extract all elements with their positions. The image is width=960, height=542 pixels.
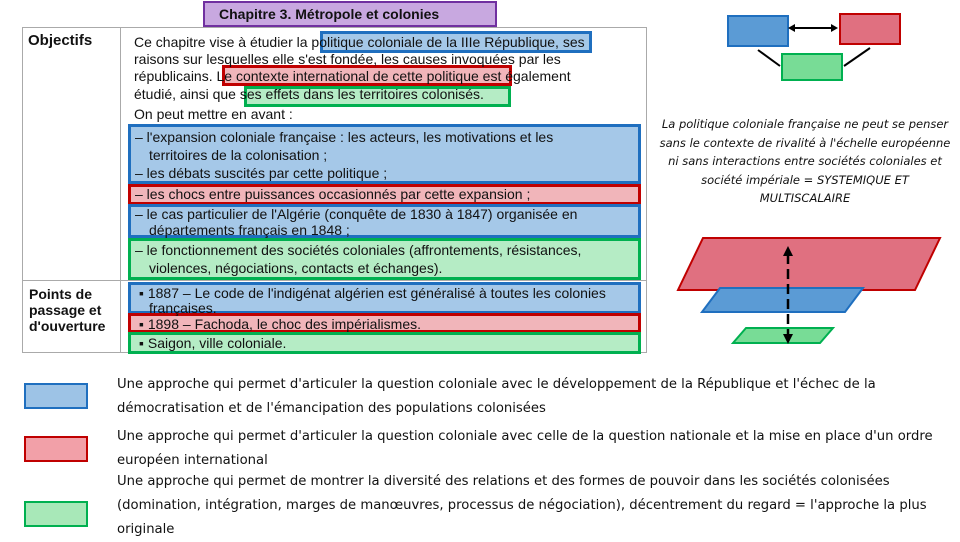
red-layer — [678, 238, 940, 290]
green-node — [782, 54, 842, 80]
point-item: ▪ 1898 – Fachoda, le choc des impérialismes. — [139, 316, 421, 332]
multiscalar-note: La politique coloniale française ne peut se penser sans le contexte de rivalité à l'échelle européenne ni sans interactions entre sociétés coloniales et société impériale = SYSTEMIQUE ET MULTISCALAIRE — [659, 117, 951, 205]
list-item: – le cas particulier de l'Algérie (conquête de 1830 à 1847) organisée en — [135, 206, 578, 222]
point-item: françaises. — [149, 300, 217, 316]
green-layer — [733, 328, 833, 343]
list-item: – l'expansion coloniale française : les acteurs, les motivations et les — [135, 129, 554, 145]
point-item: ▪ 1887 – Le code de l'indigénat algérien est généralisé à toutes les colonies — [139, 285, 606, 301]
objectives-line-3: républicains. Le contexte international de cette politique est également — [134, 68, 571, 84]
point-item: ▪ Saigon, ville coloniale. — [139, 335, 287, 351]
relations-diagram — [720, 8, 910, 88]
scales-diagram — [645, 230, 945, 350]
row-divider — [22, 280, 647, 281]
objectives-line-1: Ce chapitre vise à étudier la politique coloniale de la IIIe République, ses — [134, 34, 585, 50]
blue-node — [728, 16, 788, 46]
column-divider — [120, 27, 121, 353]
list-item: départements français en 1848 ; — [149, 222, 350, 238]
points-label-3: d'ouverture — [29, 318, 106, 334]
objectives-line-2: raisons sur lesquelles elle s'est fondée, les causes invoquées par les — [134, 51, 561, 67]
chapter-title: Chapitre 3. Métropole et colonies — [203, 1, 497, 27]
legend-text-green: Une approche qui permet de montrer la diversité des relations et des formes de pouvoir dans les sociétés colonisées (domination, intégration, marges de manœuvres, processus de négociation), décentrement du regard = l'approche la plus originale — [117, 474, 927, 537]
points-label-1: Points de — [29, 286, 93, 302]
legend-swatch-blue — [24, 383, 88, 409]
list-item: – le fonctionnement des sociétés coloniales (affrontements, résistances, — [135, 242, 582, 258]
arrow-blue-green — [758, 50, 780, 66]
arrow-red-green — [844, 48, 870, 66]
red-node — [840, 14, 900, 44]
list-item: – les chocs entre puissances occasionnés par cette expansion ; — [135, 186, 531, 202]
legend-text-red: Une approche qui permet d'articuler la question coloniale avec celle de la question nationale et la mise en place d'un ordre européen international — [117, 429, 933, 468]
points-label-2: passage et — [29, 302, 102, 318]
legend-text-blue: Une approche qui permet d'articuler la question coloniale avec le développement de la République et l'échec de la démocratisation et de l'émancipation des populations colonisées — [117, 377, 876, 416]
objectives-label: Objectifs — [28, 32, 93, 49]
list-item: – les débats suscités par cette politique ; — [135, 165, 388, 181]
blue-layer — [702, 288, 863, 312]
legend-swatch-red — [24, 436, 88, 462]
objectives-line-4: étudié, ainsi que ses effets dans les territoires colonisés. — [134, 86, 484, 102]
objectives-line-5: On peut mettre en avant : — [134, 106, 293, 122]
list-item: territoires de la colonisation ; — [149, 147, 328, 163]
legend-swatch-green — [24, 501, 88, 527]
list-item: violences, négociations, contacts et échanges). — [149, 260, 443, 276]
